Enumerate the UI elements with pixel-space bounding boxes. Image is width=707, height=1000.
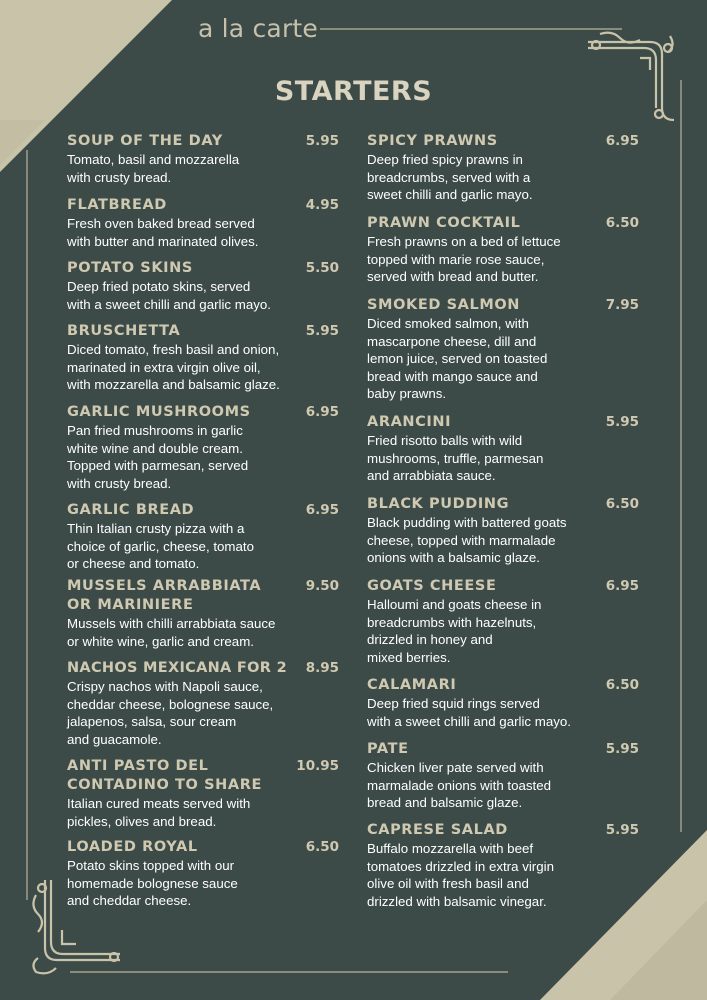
- item-price: 6.50: [305, 839, 339, 855]
- item-description: Deep fried spicy prawns in breadcrumbs, served with a sweet chilli and garlic mayo.: [367, 152, 533, 202]
- item-description: Deep fried potato skins, served with a sweet chilli and garlic mayo.: [67, 279, 271, 312]
- item-price: 6.95: [605, 133, 639, 149]
- item-price: 5.95: [305, 323, 339, 339]
- item-price: 6.95: [305, 502, 339, 518]
- menu-item: [67, 577, 339, 650]
- item-name: BLACK PUDDING: [367, 496, 510, 512]
- menu-item: [67, 403, 339, 492]
- item-description: Diced smoked salmon, with mascarpone cheese, dill and lemon juice, served on toasted bread with mango sauce and baby prawns.: [367, 316, 548, 401]
- item-description: Fried risotto balls with wild mushrooms, truffle, parmesan and arrabbiata sauce.: [367, 433, 544, 483]
- menu-item: [367, 296, 639, 403]
- item-name: GOATS CHEESE: [367, 578, 497, 594]
- item-price: 6.50: [605, 677, 639, 693]
- item-description: Diced tomato, fresh basil and onion, marinated in extra virgin olive oil, with mozzarella and balsamic glaze.: [67, 342, 280, 392]
- item-price: 9.50: [305, 578, 339, 594]
- section-title: STARTERS: [274, 76, 433, 107]
- item-name: GARLIC BREAD: [67, 502, 195, 518]
- item-description: Tomato, basil and mozzarella with crusty bread.: [67, 152, 240, 185]
- item-name: CAPRESE SALAD: [367, 822, 508, 838]
- item-description: Fresh prawns on a bed of lettuce topped with marie rose sauce, served with bread and butter.: [367, 234, 561, 284]
- menu-item: [67, 132, 339, 186]
- item-description: Crispy nachos with Napoli sauce, cheddar cheese, bolognese sauce, jalapenos, salsa, sour cream and guacamole.: [67, 679, 274, 747]
- item-description: Potato skins topped with our homemade bolognese sauce and cheddar cheese.: [67, 858, 238, 908]
- item-name: NACHOS MEXICANA FOR 2: [67, 660, 287, 676]
- menu-item: [367, 413, 639, 485]
- menu-item: [67, 259, 339, 313]
- item-price: 6.95: [305, 404, 339, 420]
- menu-item: [367, 740, 639, 812]
- item-name: SMOKED SALMON: [367, 297, 521, 313]
- item-price: 5.95: [605, 414, 639, 430]
- menu-item: [367, 214, 639, 286]
- menu-item: [367, 676, 639, 730]
- menu-item: [367, 577, 639, 666]
- item-description: Italian cured meats served with pickles, olives and bread.: [67, 796, 251, 829]
- item-price: 7.95: [605, 297, 639, 313]
- item-name: CALAMARI: [367, 677, 457, 693]
- item-price: 5.50: [305, 260, 339, 276]
- item-name: SOUP OF THE DAY: [67, 133, 223, 149]
- item-description: Mussels with chilli arrabbiata sauce or white wine, garlic and cream.: [67, 616, 276, 649]
- item-name: LOADED ROYAL: [67, 839, 198, 855]
- item-name: MUSSELS ARRABBIATA OR MARINIERE: [67, 578, 262, 613]
- menu-item: [67, 322, 339, 394]
- item-name: ANTI PASTO DEL CONTADINO TO SHARE: [67, 758, 262, 793]
- item-price: 6.50: [605, 215, 639, 231]
- menu-item: [67, 659, 339, 748]
- menu-item: [67, 757, 339, 830]
- item-description: Halloumi and goats cheese in breadcrumbs with hazelnuts, drizzled in honey and mixed berries.: [367, 597, 542, 665]
- menu-item: [67, 196, 339, 250]
- item-price: 10.95: [296, 758, 339, 774]
- item-price: 4.95: [305, 197, 339, 213]
- menu-item: [367, 821, 639, 910]
- item-description: Buffalo mozzarella with beef tomatoes drizzled in extra virgin olive oil with fresh basil and drizzled with balsamic vinegar.: [367, 841, 554, 909]
- item-name: PATE: [367, 741, 409, 757]
- menu-item: [367, 132, 639, 204]
- item-description: Deep fried squid rings served with a sweet chilli and garlic mayo.: [367, 696, 571, 729]
- menu-item: [67, 838, 339, 910]
- item-description: Pan fried mushrooms in garlic white wine and double cream. Topped with parmesan, served with crusty bread.: [67, 423, 249, 491]
- header-title: a la carte: [198, 14, 319, 43]
- item-price: 5.95: [605, 741, 639, 757]
- item-price: 5.95: [305, 133, 339, 149]
- item-description: Fresh oven baked bread served with butter and marinated olives.: [67, 216, 259, 249]
- item-price: 8.95: [305, 660, 339, 676]
- item-name: FLATBREAD: [67, 197, 167, 213]
- item-price: 6.95: [605, 578, 639, 594]
- item-description: Chicken liver pate served with marmalade onions with toasted bread and balsamic glaze.: [367, 760, 552, 810]
- item-name: BRUSCHETTA: [67, 323, 181, 339]
- item-name: GARLIC MUSHROOMS: [67, 404, 251, 420]
- item-price: 6.50: [605, 496, 639, 512]
- item-description: Black pudding with battered goats cheese, topped with marmalade onions with a balsamic glaze.: [367, 515, 567, 565]
- menu-item: [67, 501, 339, 573]
- item-price: 5.95: [605, 822, 639, 838]
- item-name: PRAWN COCKTAIL: [367, 215, 521, 231]
- item-name: POTATO SKINS: [67, 260, 193, 276]
- item-description: Thin Italian crusty pizza with a choice of garlic, cheese, tomato or cheese and tomato.: [67, 521, 254, 571]
- item-name: SPICY PRAWNS: [367, 133, 498, 149]
- item-name: ARANCINI: [367, 414, 452, 430]
- menu-item: [367, 495, 639, 567]
